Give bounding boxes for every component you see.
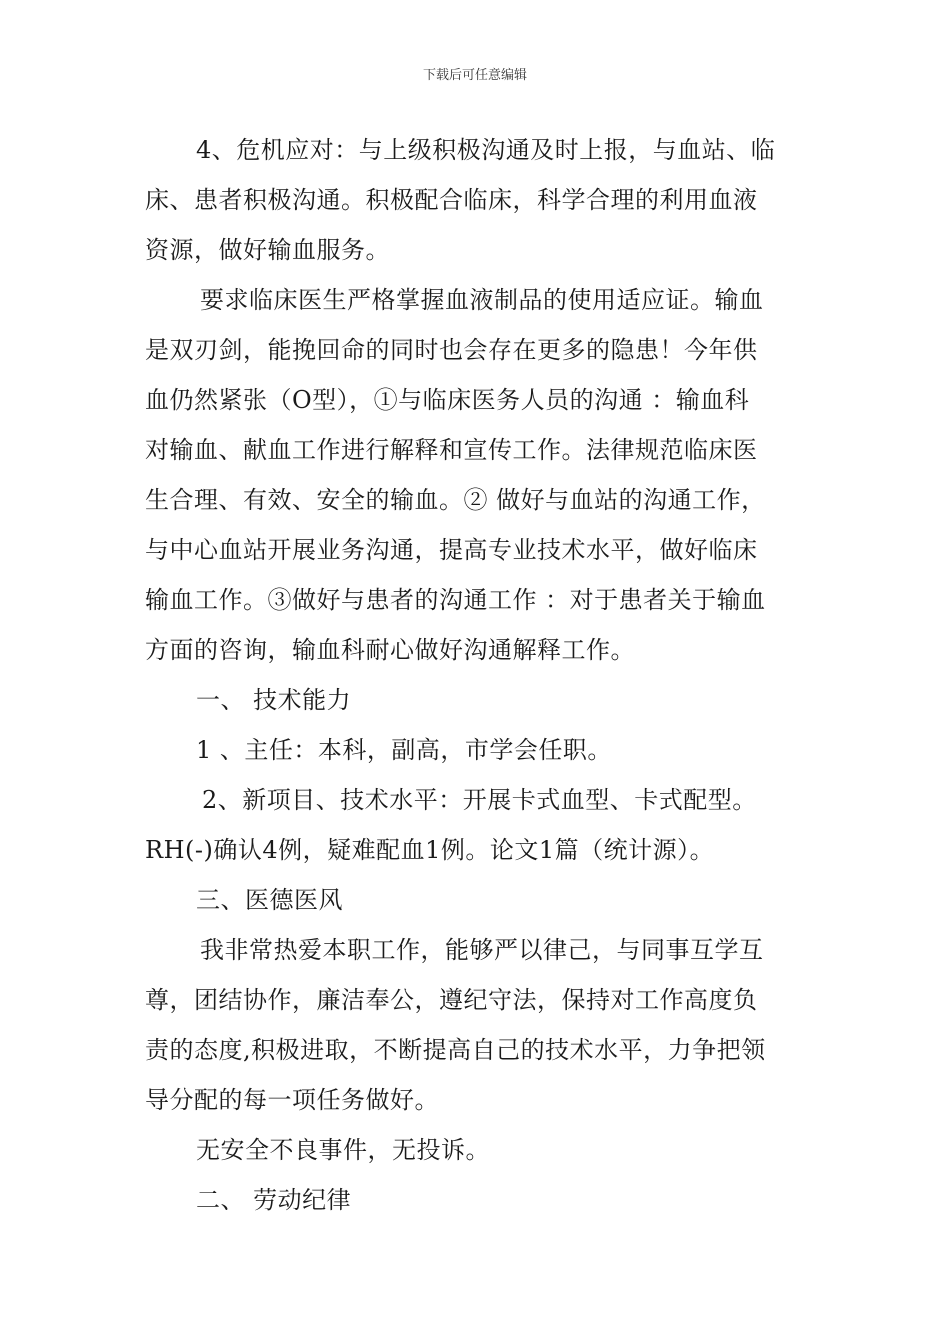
section-heading: 三、医德医风 [196, 886, 343, 914]
text-line: 尊，团结协作，廉洁奉公，遵纪守法，保持对工作高度负 [145, 986, 758, 1014]
section-heading: 二、 劳动纪律 [196, 1186, 352, 1214]
text-line: 床、患者积极沟通。积极配合临床，科学合理的利用血液 [145, 186, 758, 214]
text-line: 4、危机应对：与上级积极沟通及时上报，与血站、临 [196, 136, 776, 164]
text-line: 输血工作。③做好与患者的沟通工作 ：对于患者关于输血 [145, 586, 766, 614]
text-line: 生合理、有效、安全的输血。② 做好与血站的沟通工作， [145, 486, 766, 514]
text-line: 资源，做好输血服务。 [145, 236, 390, 264]
text-line: 无安全不良事件，无投诉。 [196, 1136, 490, 1164]
text-line: 血仍然紧张（O型），①与临床医务人员的沟通 ：输血科 [145, 386, 750, 414]
text-line: 方面的咨询，输血科耐心做好沟通解释工作。 [145, 636, 635, 664]
section-heading: 一、 技术能力 [196, 686, 352, 714]
text-line: 2、新项目、技术水平：开展卡式血型、卡式配型。 [202, 786, 757, 814]
text-line: 1 、主任：本科，副高，市学会任职。 [196, 736, 612, 764]
text-line: 与中心血站开展业务沟通，提高专业技术水平，做好临床 [145, 536, 758, 564]
text-line: 对输血、献血工作进行解释和宣传工作。法律规范临床医 [145, 436, 758, 464]
text-line: RH(-)确认4例，疑难配血1例。论文1篇（统计源）。 [145, 836, 715, 864]
text-line: 是双刃剑，能挽回命的同时也会存在更多的隐患！今年供 [145, 336, 758, 364]
text-line: 导分配的每一项任务做好。 [145, 1086, 439, 1114]
page-header: 下载后可任意编辑 [422, 68, 527, 83]
text-line: 我非常热爱本职工作，能够严以律己，与同事互学互 [200, 936, 764, 964]
text-line: 要求临床医生严格掌握血液制品的使用适应证。输血 [200, 286, 764, 314]
text-line: 责的态度,积极进取，不断提高自己的技术水平，力争把领 [145, 1036, 766, 1064]
